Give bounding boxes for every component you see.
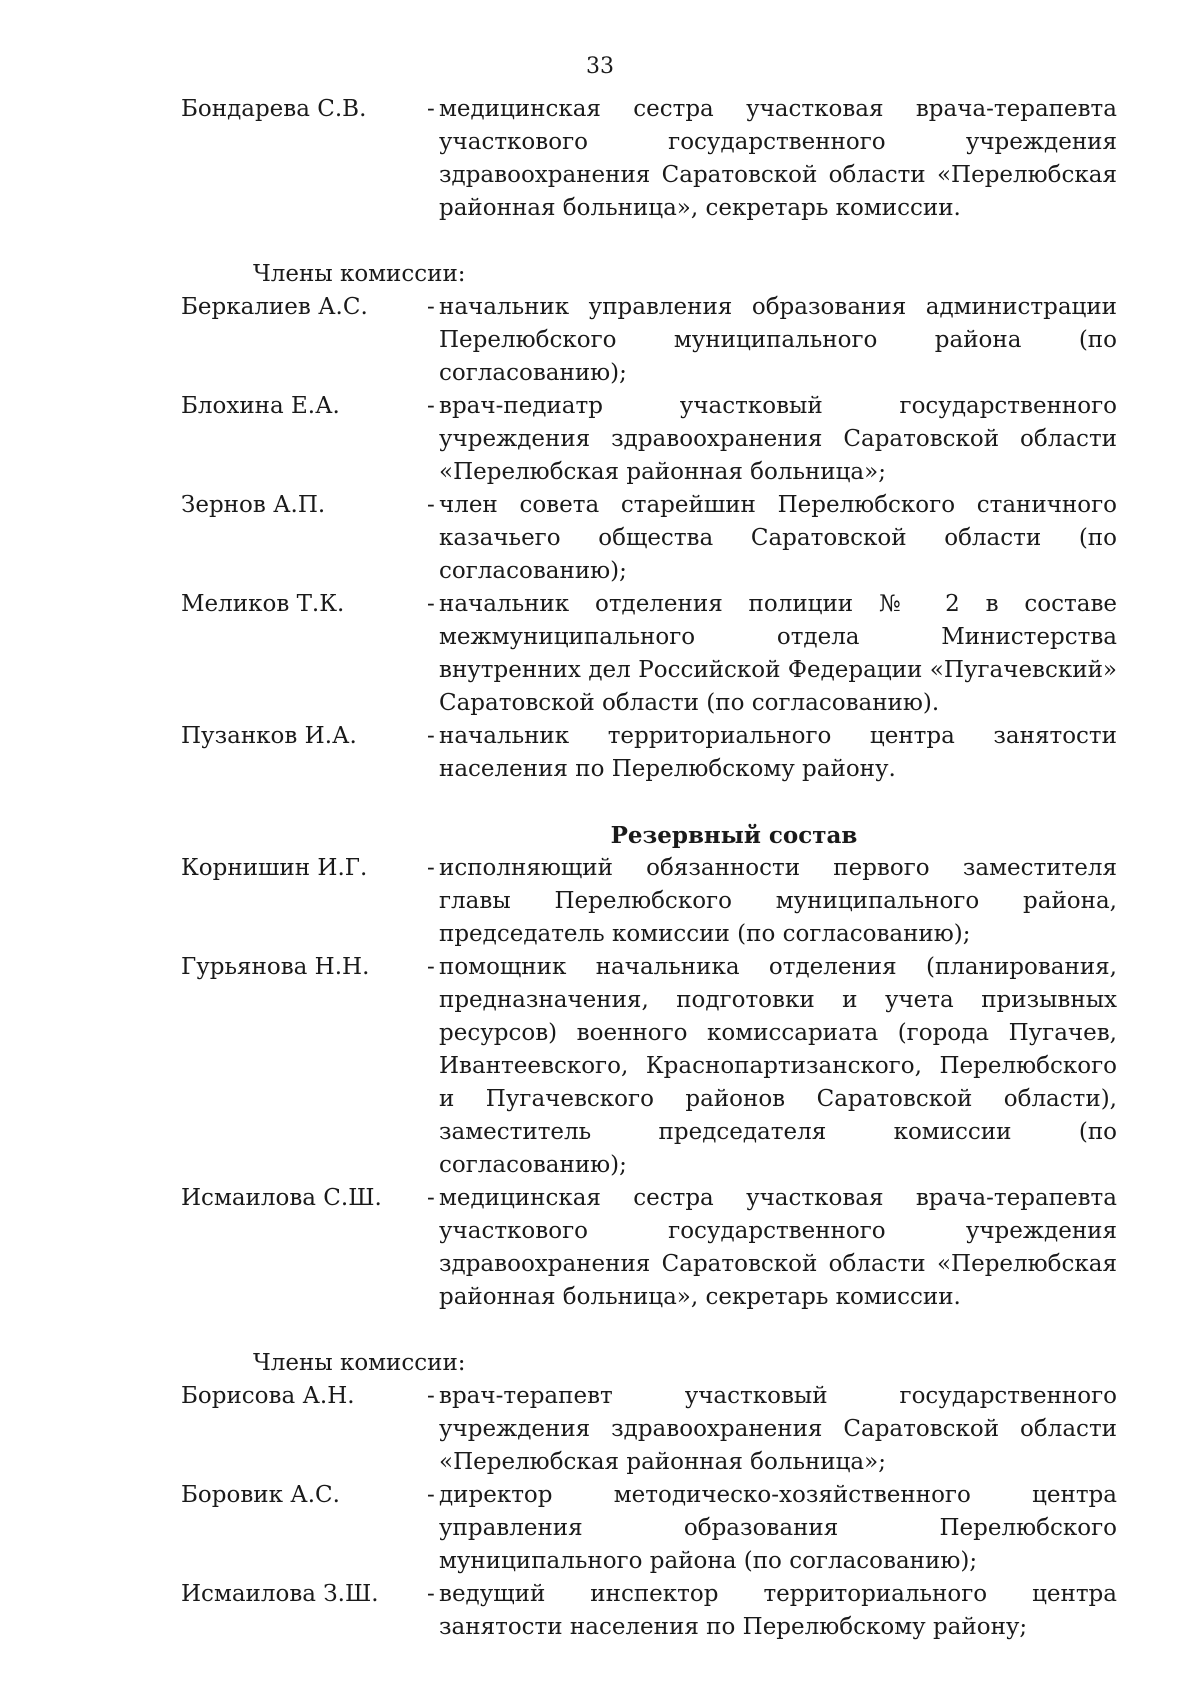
member-name: Пузанков И.А. [181,723,357,749]
member-entry [181,852,1117,951]
member-name: Исмаилова С.Ш. [181,1185,382,1211]
reserve-section-title: Резервный состав [610,822,858,849]
member-entry [181,1182,1117,1314]
spacer [181,1314,1117,1347]
member-role: - врач-терапевт участковый государственного учреждения здравоохранения Саратовской области «Перелюбская районная больница»; [426,1380,1117,1479]
member-role: - начальник отделения полиции № 2 в составе межмуниципального отдела Министерства внутренних дел Российской Федерации «Пугачевский» Саратовской области (по согласованию). [426,588,1117,720]
page-number: 33 [586,54,614,79]
member-role: - ведущий инспектор территориального центра занятости населения по Перелюбскому району; [426,1578,1117,1644]
document-body [181,93,1117,1644]
member-name: Борисова А.Н. [181,1383,355,1409]
member-role: - исполняющий обязанности первого заместителя главы Перелюбского муниципального района, председатель комиссии (по согласованию); [426,852,1117,951]
member-name: Меликов Т.К. [181,591,345,617]
member-entry [181,1578,1117,1644]
member-role: - начальник территориального центра занятости населения по Перелюбскому району. [426,720,1117,786]
member-entry [181,390,1117,489]
member-entry [181,720,1117,786]
member-entry [181,951,1117,1182]
member-name: Зернов А.П. [181,492,326,518]
member-role: - помощник начальника отделения (планирования, предназначения, подготовки и учета призывных ресурсов) военного комиссариата (города Пугачев, Ивантеевского, Краснопартизанского, Перелюбского и Пугачевского районов Саратовской области), заместитель председателя комиссии (по согласованию); [426,951,1117,1182]
member-entry [181,1380,1117,1479]
member-name: Беркалиев А.С. [181,294,368,320]
member-name: Бондарева С.В. [181,96,367,122]
member-name: Блохина Е.А. [181,393,340,419]
member-role: - член совета старейшин Перелюбского станичного казачьего общества Саратовской области (по согласованию); [426,489,1117,588]
member-entry [181,93,1117,225]
member-entry [181,489,1117,588]
member-role: - медицинская сестра участковая врача-терапевта участкового государственного учреждения здравоохранения Саратовской области «Перелюбская районная больница», секретарь комиссии. [426,93,1117,225]
spacer [181,786,1117,819]
commission-members-heading: Члены комиссии: [253,261,466,287]
member-name: Исмаилова З.Ш. [181,1581,379,1607]
member-role: - директор методическо-хозяйственного центра управления образования Перелюбского муниципального района (по согласованию); [426,1479,1117,1578]
member-name: Боровик А.С. [181,1482,340,1508]
member-role: - медицинская сестра участковая врача-терапевта участкового государственного учреждения здравоохранения Саратовской области «Перелюбская районная больница», секретарь комиссии. [426,1182,1117,1314]
spacer [181,225,1117,258]
member-role: - начальник управления образования администрации Перелюбского муниципального района (по согласованию); [426,291,1117,390]
member-entry [181,291,1117,390]
member-role: - врач-педиатр участковый государственного учреждения здравоохранения Саратовской области «Перелюбская районная больница»; [426,390,1117,489]
member-entry [181,588,1117,720]
member-name: Гурьянова Н.Н. [181,954,370,980]
member-entry [181,1479,1117,1578]
commission-members-heading: Члены комиссии: [253,1350,466,1376]
member-name: Корнишин И.Г. [181,855,368,881]
